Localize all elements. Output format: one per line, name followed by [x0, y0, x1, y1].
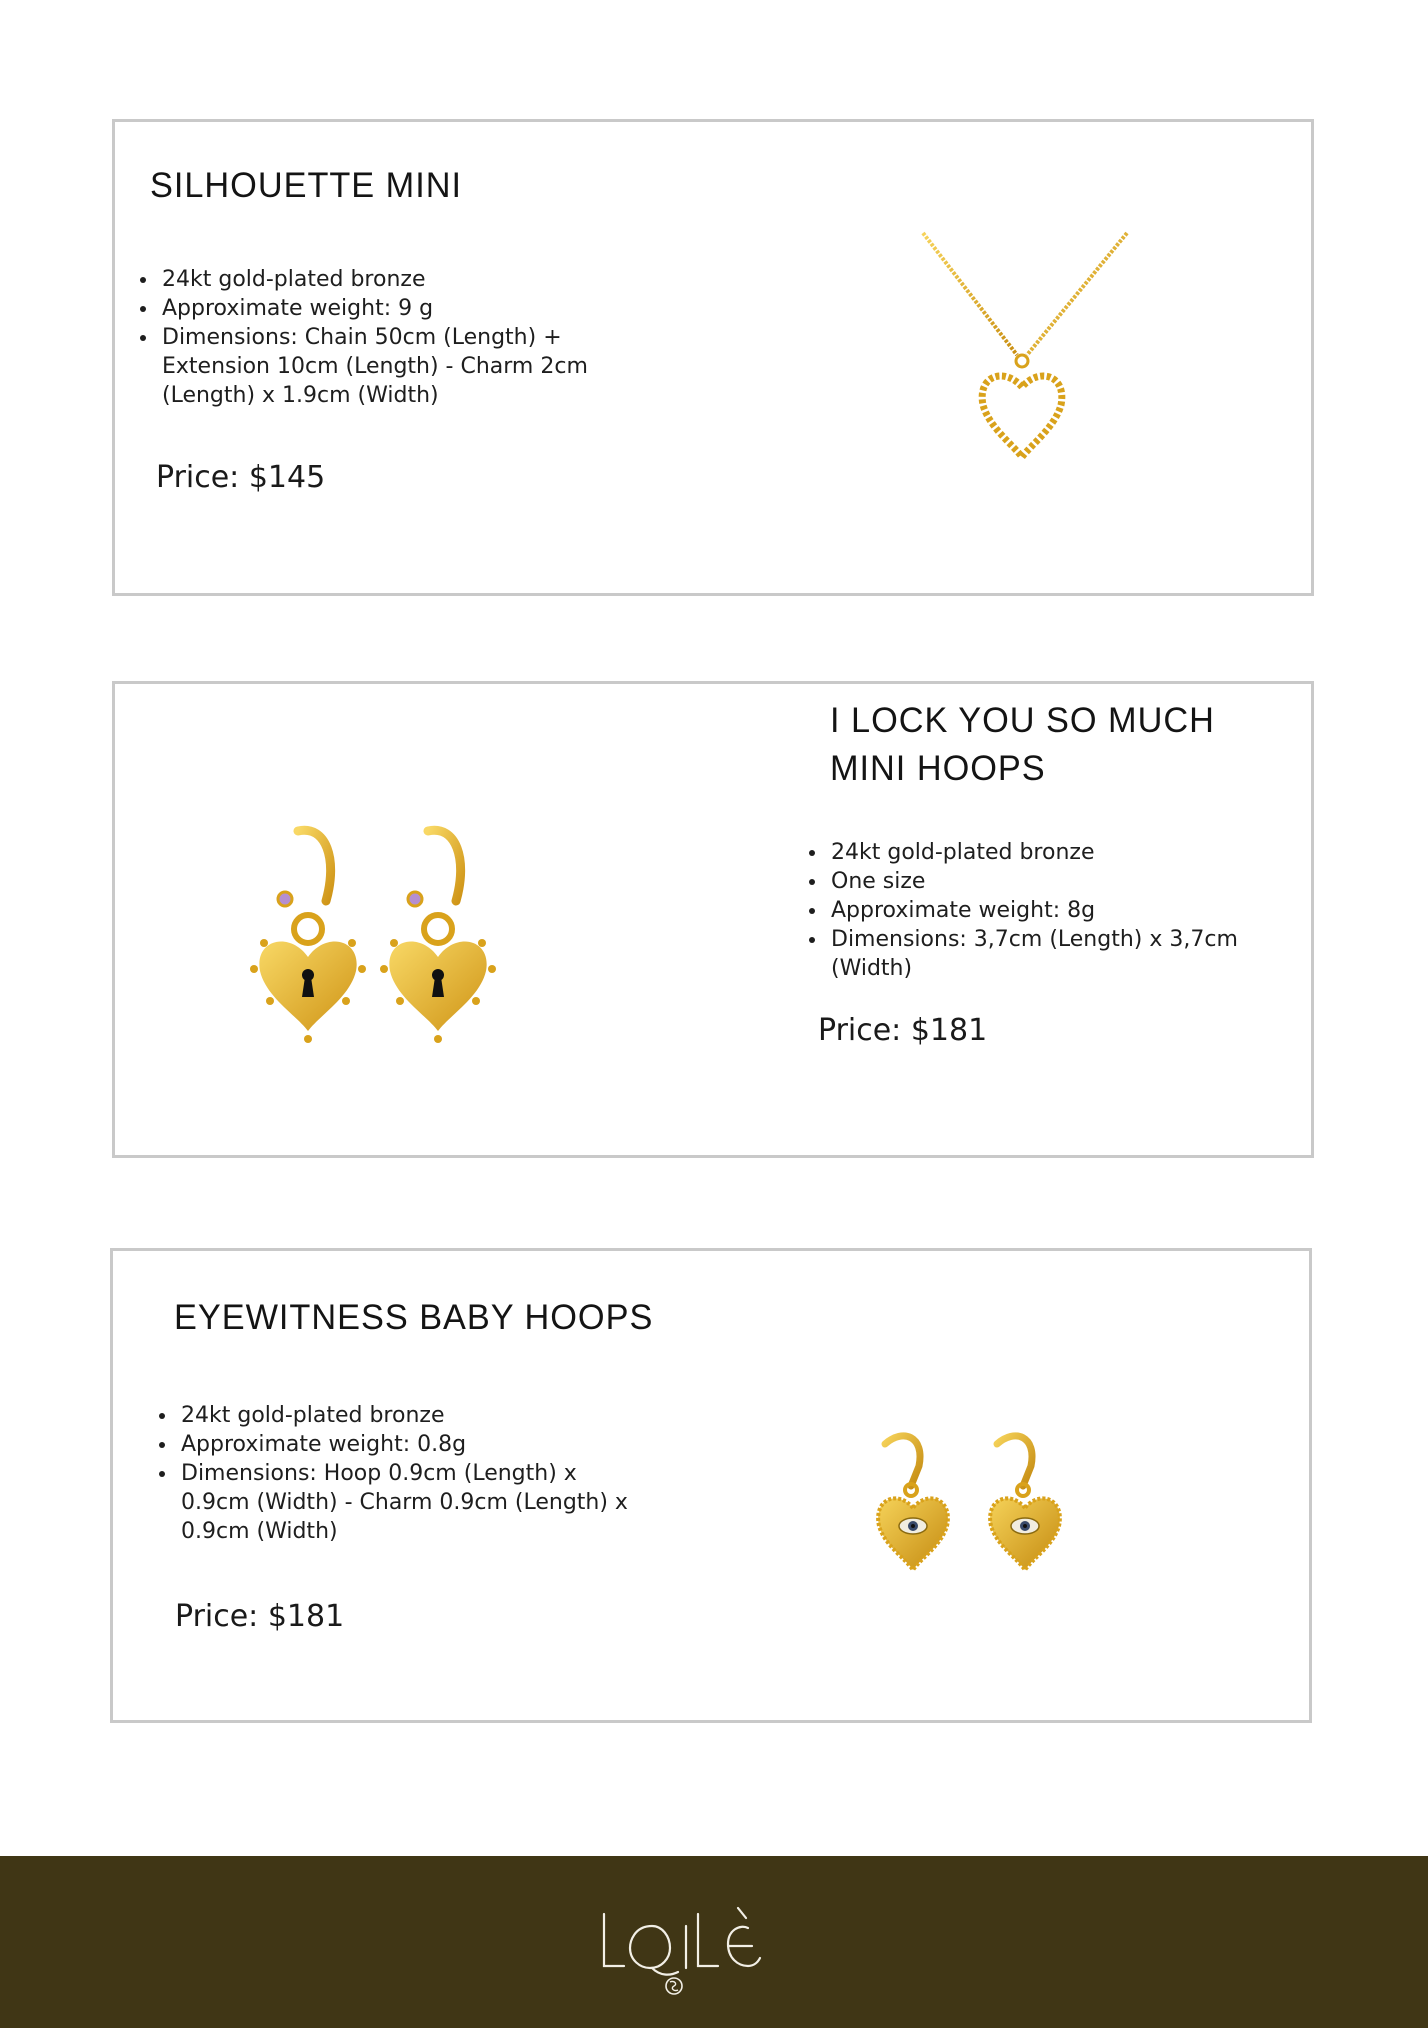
product-card-eyewitness-baby-hoops: [110, 1248, 1312, 1723]
product-title: SILHOUETTE MINI: [150, 166, 463, 205]
spec-item: • 24kt gold-plated bronze: [178, 1401, 648, 1430]
spec-item: • Dimensions: Chain 50cm (Length) + Extension 10cm (Length) - Charm 2cm (Length) x 1.9cm (Width): [159, 323, 629, 410]
product-price: Price: $181: [818, 1013, 988, 1048]
product-image-heart-necklace: [905, 227, 1145, 477]
spec-item: • Dimensions: 3,7cm (Length) x 3,7cm (Width): [828, 925, 1298, 983]
footer: [0, 1856, 1428, 2028]
product-specs: [148, 1401, 648, 1546]
brand-monogram-icon: [666, 1978, 682, 1994]
spec-item: • Approximate weight: 9 g: [159, 294, 629, 323]
spec-item: • One size: [828, 867, 1298, 896]
product-price: Price: $181: [175, 1599, 345, 1634]
product-price: Price: $145: [156, 460, 326, 495]
spec-item: • Approximate weight: 8g: [828, 896, 1298, 925]
product-specs: [129, 265, 629, 410]
spec-item: • Dimensions: Hoop 0.9cm (Length) x 0.9cm (Width) - Charm 0.9cm (Length) x 0.9cm (Width): [178, 1459, 648, 1546]
product-specs: [798, 838, 1298, 983]
spec-item: • 24kt gold-plated bronze: [159, 265, 629, 294]
product-title: I LOCK YOU SO MUCH MINI HOOPS: [830, 701, 1215, 788]
product-title: EYEWITNESS BABY HOOPS: [174, 1298, 654, 1337]
spec-item: • 24kt gold-plated bronze: [828, 838, 1298, 867]
product-card-i-lock-you-so-much-mini-hoops: [112, 681, 1314, 1158]
brand-logo: [590, 1896, 770, 1996]
spec-item: • Approximate weight: 0.8g: [178, 1430, 648, 1459]
product-image-evil-eye-hoops: [863, 1426, 1103, 1576]
product-image-padlock-hoops: [240, 819, 540, 1059]
product-card-silhouette-mini: [112, 119, 1314, 596]
